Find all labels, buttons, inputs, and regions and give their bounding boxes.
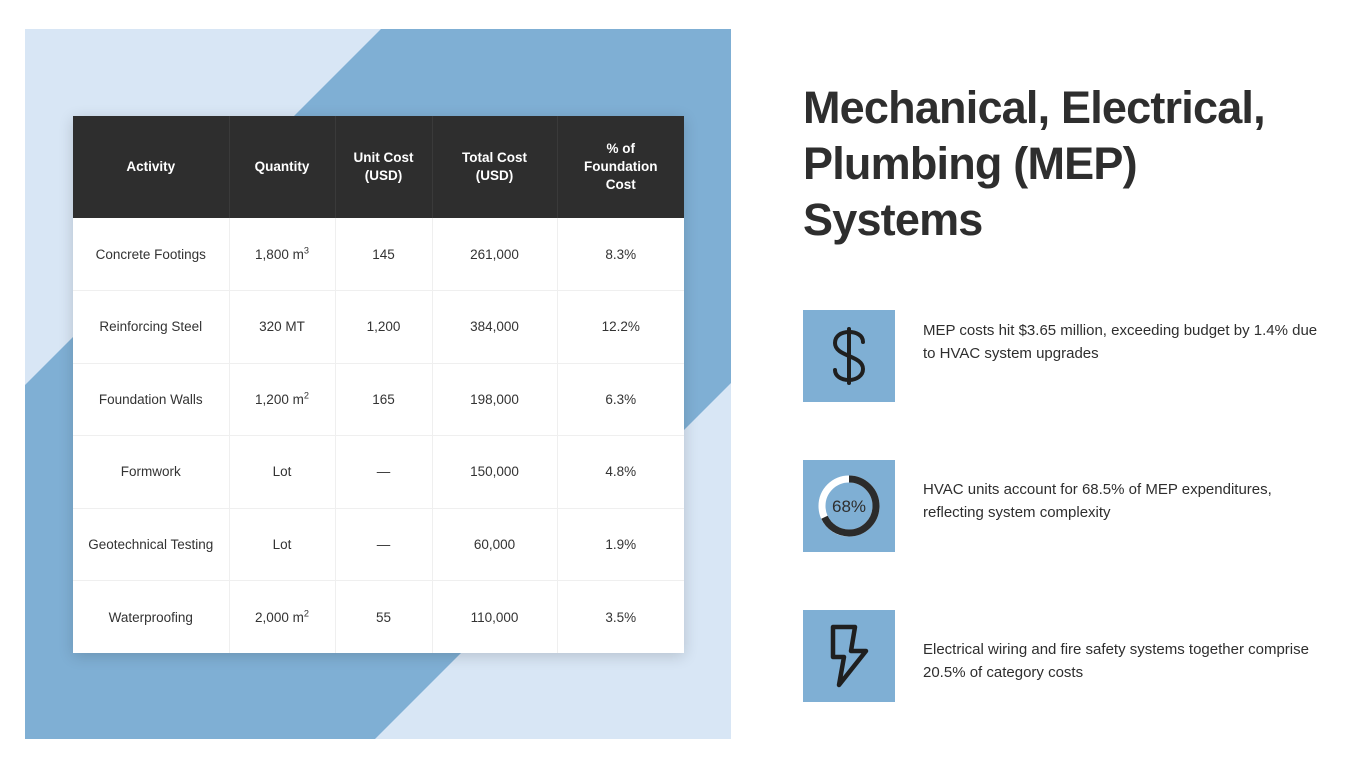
donut-chart-icon xyxy=(813,470,885,542)
icon-tile xyxy=(803,460,895,552)
foundation-cost-table xyxy=(73,116,684,653)
quantity-value: Lot xyxy=(272,536,292,552)
column-header-activity xyxy=(73,116,229,218)
cell-total-cost: 150,000 xyxy=(432,436,557,509)
cell-quantity xyxy=(229,581,335,654)
quantity-exponent: 2 xyxy=(303,608,309,618)
cell-activity: Waterproofing xyxy=(73,581,229,654)
right-content-column xyxy=(803,0,1338,768)
quantity-exponent: 2 xyxy=(303,390,309,401)
header-line: Quantity xyxy=(254,159,310,175)
quantity-value: 1,800 m xyxy=(255,246,304,262)
list-item-text: Electrical wiring and fire safety systems together comprise 20.5% of category costs xyxy=(923,641,1309,682)
table-header xyxy=(73,116,684,218)
column-header-total-cost xyxy=(432,116,557,218)
cell-pct: 12.2% xyxy=(557,291,684,364)
table-row xyxy=(73,363,684,436)
cell-unit-cost: — xyxy=(335,508,432,581)
header-line: Cost xyxy=(605,176,636,192)
cell-pct: 8.3% xyxy=(557,218,684,291)
cell-unit-cost: — xyxy=(335,436,432,509)
table-row xyxy=(73,581,684,654)
cell-total-cost: 198,000 xyxy=(432,363,557,436)
quantity-value: 2,000 m xyxy=(255,609,304,625)
cell-pct: 3.5% xyxy=(557,581,684,654)
cell-pct: 1.9% xyxy=(557,508,684,581)
list-item xyxy=(803,610,1338,702)
cell-activity: Foundation Walls xyxy=(73,363,229,436)
cell-activity: Concrete Footings xyxy=(73,218,229,291)
header-line: % of xyxy=(606,141,635,157)
quantity-exponent: 3 xyxy=(303,245,309,255)
header-line: (USD) xyxy=(364,168,403,183)
list-item-text: HVAC units account for 68.5% of MEP expenditures, reflecting system complexity xyxy=(923,481,1272,522)
cell-unit-cost: 145 xyxy=(335,218,432,291)
cell-pct: 6.3% xyxy=(557,363,684,436)
cell-total-cost: 110,000 xyxy=(432,581,557,654)
cell-total-cost: 261,000 xyxy=(432,218,557,291)
cell-unit-cost: 55 xyxy=(335,581,432,654)
cell-quantity xyxy=(229,508,335,581)
quantity-value: 320 MT xyxy=(259,319,305,335)
header-line: Foundation xyxy=(584,159,658,175)
cell-pct: 4.8% xyxy=(557,436,684,509)
cell-activity: Geotechnical Testing xyxy=(73,508,229,581)
table-body xyxy=(73,218,684,653)
list-item xyxy=(803,310,1338,402)
quantity-value: Lot xyxy=(272,464,292,480)
donut-percent-label: 68% xyxy=(831,497,867,516)
cell-activity: Formwork xyxy=(73,436,229,509)
cell-quantity xyxy=(229,363,335,436)
list-item xyxy=(803,460,1338,552)
cost-table-card xyxy=(73,116,684,653)
cell-quantity xyxy=(229,436,335,509)
column-header-unit-cost xyxy=(335,116,432,218)
page-title: Mechanical, Electrical, Plumbing (MEP) Systems xyxy=(803,82,1265,245)
table-row xyxy=(73,508,684,581)
header-line: Total Cost xyxy=(462,150,527,166)
cell-total-cost: 384,000 xyxy=(432,291,557,364)
header-line: Unit Cost xyxy=(353,150,414,166)
table-row xyxy=(73,218,684,291)
table-row xyxy=(73,291,684,364)
cell-quantity xyxy=(229,218,335,291)
list-item-text: MEP costs hit $3.65 million, exceeding budget by 1.4% due to HVAC system upgrades xyxy=(923,322,1318,363)
cell-unit-cost: 1,200 xyxy=(335,291,432,364)
table-header-row xyxy=(73,116,684,218)
icon-tile xyxy=(803,610,895,702)
cell-total-cost: 60,000 xyxy=(432,508,557,581)
dollar-sign-icon xyxy=(821,325,877,387)
cell-quantity xyxy=(229,291,335,364)
header-line: (USD) xyxy=(475,168,514,183)
header-line: Activity xyxy=(126,159,176,175)
cell-unit-cost: 165 xyxy=(335,363,432,436)
column-header-quantity xyxy=(229,116,335,218)
quantity-value: 1,200 m xyxy=(255,391,304,407)
table-row xyxy=(73,436,684,509)
lightning-bolt-icon xyxy=(821,623,877,689)
column-header-pct-foundation-cost xyxy=(557,116,684,218)
icon-tile xyxy=(803,310,895,402)
cell-activity: Reinforcing Steel xyxy=(73,291,229,364)
